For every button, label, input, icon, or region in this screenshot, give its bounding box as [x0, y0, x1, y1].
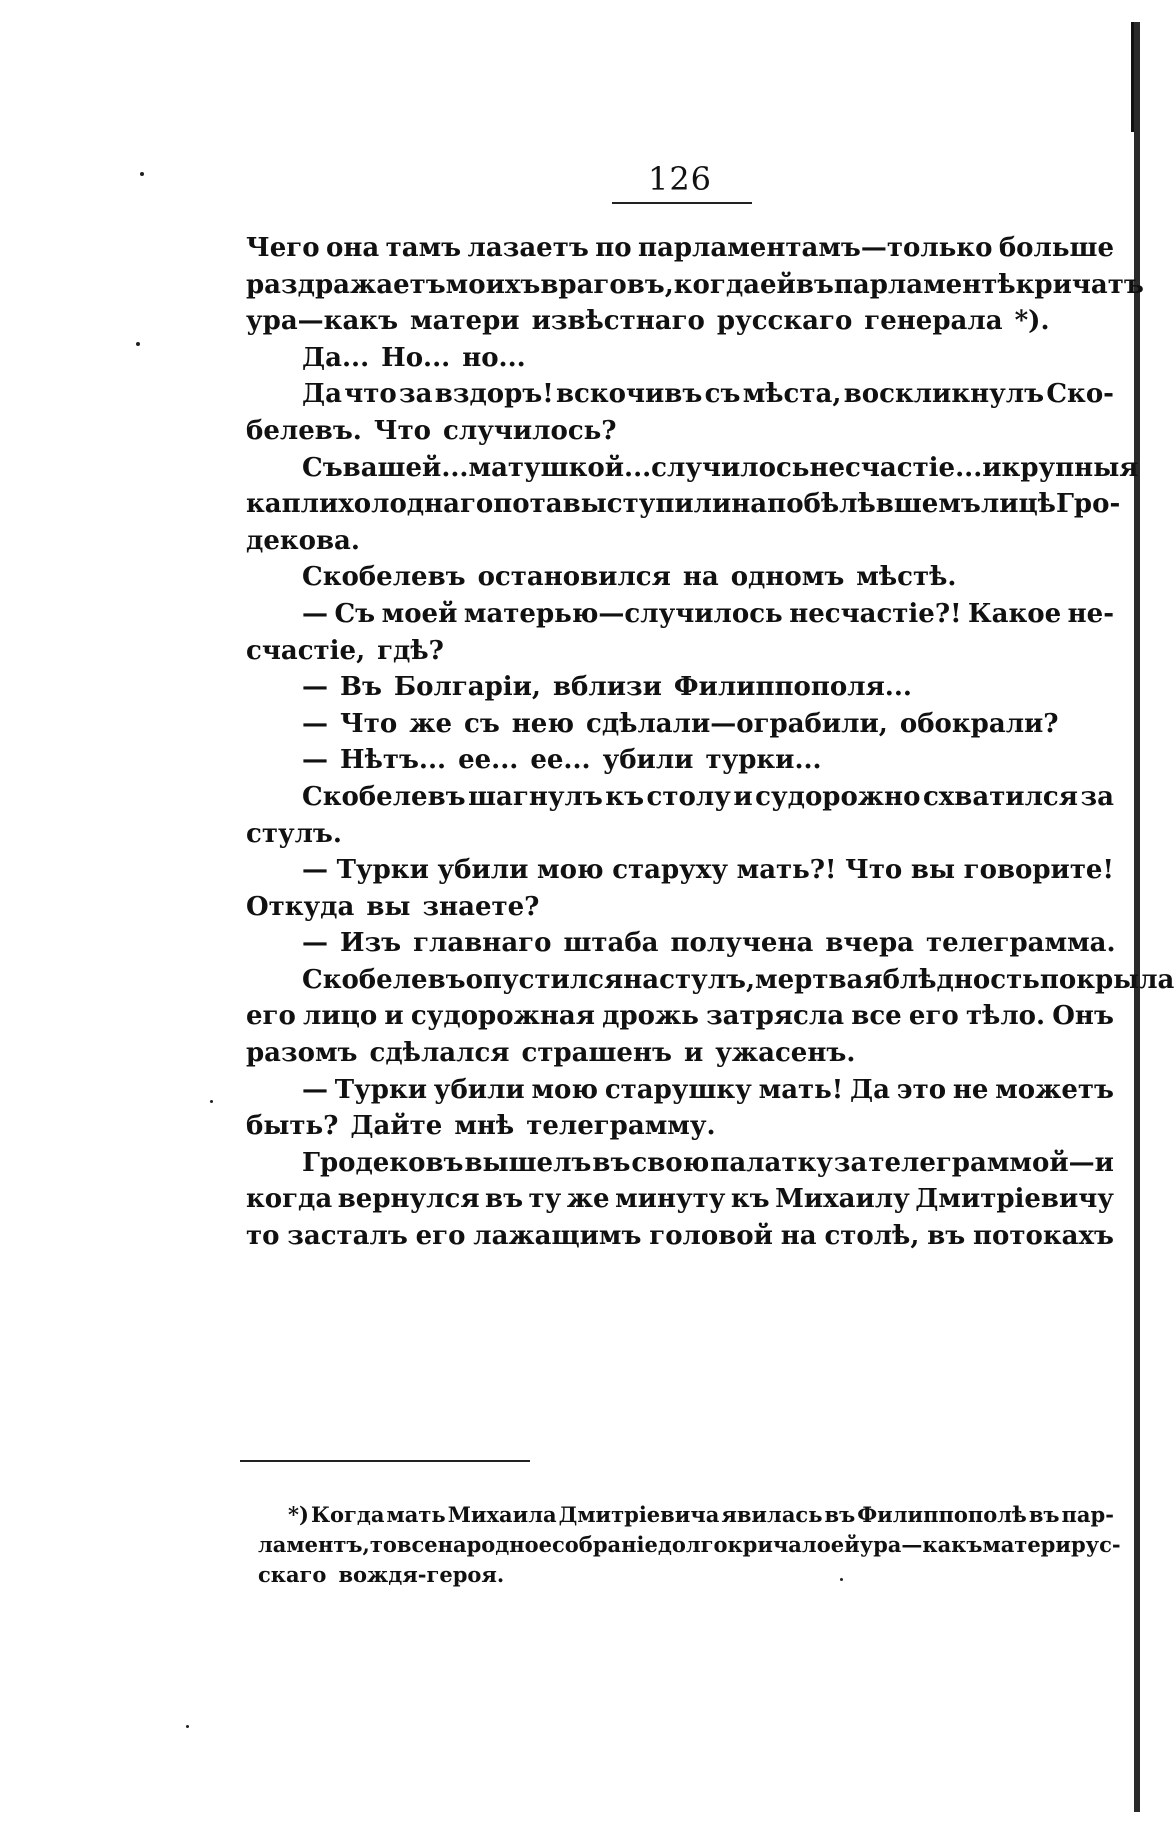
word: мать?! — [736, 855, 837, 886]
word: штаба — [563, 928, 659, 959]
text-line — [246, 889, 1114, 926]
text-line — [246, 779, 1114, 816]
word: старуху — [612, 855, 728, 886]
word: — — [302, 672, 328, 703]
word: вскочивъ — [555, 379, 703, 410]
word: Турки — [336, 855, 429, 886]
body-text — [246, 230, 1174, 1255]
word: выступили — [562, 489, 732, 520]
word: Изъ — [340, 928, 402, 959]
word: ламентъ, — [258, 1532, 370, 1557]
word: вы — [910, 855, 956, 886]
word: быть? — [246, 1111, 339, 1142]
word: свою — [631, 1147, 710, 1178]
word: но... — [462, 342, 526, 373]
word: стулъ, — [659, 964, 756, 995]
footnote-line — [258, 1530, 1121, 1560]
word: случилось — [651, 452, 810, 483]
text-line — [246, 706, 1114, 743]
word: ура—какъ — [859, 1532, 983, 1557]
word: на — [623, 964, 660, 995]
word: мѣстѣ. — [856, 562, 957, 593]
word: Ско- — [1046, 379, 1114, 410]
word: Откуда — [246, 891, 355, 922]
word: все — [851, 1001, 902, 1032]
word: Скобелевъ — [302, 964, 466, 995]
word: убили — [437, 855, 529, 886]
word: случилось? — [443, 415, 617, 446]
word: когда — [246, 1184, 333, 1215]
text-line — [246, 413, 1114, 450]
word: Гро- — [1055, 489, 1121, 520]
word: мать — [386, 1502, 446, 1527]
word: Михаилу — [775, 1184, 910, 1215]
word: его — [415, 1221, 466, 1252]
word: это — [896, 1074, 947, 1105]
word: мою — [537, 855, 604, 886]
text-line — [246, 1035, 1114, 1072]
word: дрожь — [602, 1001, 699, 1032]
scan-speck — [140, 172, 144, 176]
word: убили — [433, 1074, 525, 1105]
word: народное — [437, 1532, 553, 1557]
word: враговъ, — [540, 269, 674, 300]
word: засталъ — [287, 1221, 408, 1252]
word: же — [409, 708, 452, 739]
text-line — [246, 998, 1114, 1035]
page-number: 126 — [647, 160, 713, 198]
word: несчастіе?! — [789, 598, 962, 629]
word: воскликнулъ — [843, 379, 1045, 410]
word: лажащимъ — [473, 1221, 642, 1252]
word: къ — [730, 1184, 770, 1215]
text-line — [246, 633, 1114, 670]
word: декова. — [246, 525, 360, 556]
word: не — [952, 1074, 989, 1105]
word: за — [833, 1147, 868, 1178]
text-line — [246, 1072, 1114, 1109]
word: что — [344, 379, 397, 410]
word: больше — [998, 233, 1114, 263]
word: — — [302, 928, 328, 959]
word: судорожная — [410, 1001, 595, 1032]
word: Турки — [334, 1074, 428, 1105]
word: парламентамъ—только — [637, 233, 993, 263]
word: ее... — [458, 745, 519, 776]
word: крупныя — [1001, 452, 1139, 483]
word: столѣ, — [824, 1221, 920, 1252]
word: телеграмму. — [526, 1111, 716, 1142]
word: за — [399, 379, 433, 410]
text-line — [246, 1108, 1114, 1145]
word: головой — [649, 1221, 773, 1252]
word: гдѣ? — [377, 635, 444, 666]
word: въ — [592, 1147, 631, 1178]
word: Гродековъ — [302, 1147, 464, 1178]
word: Чего — [246, 233, 320, 263]
word: ту — [528, 1184, 562, 1215]
word: скаго — [258, 1562, 327, 1587]
word: его — [908, 1001, 959, 1032]
word: — — [302, 598, 328, 629]
word: на — [731, 489, 768, 520]
word: Да — [302, 379, 342, 410]
word: одномъ — [730, 562, 845, 593]
footnote-line — [258, 1560, 1114, 1590]
word: разомъ — [246, 1038, 358, 1069]
word: Но... — [381, 342, 451, 373]
word: остановился — [477, 562, 671, 593]
word: все — [396, 1532, 438, 1557]
text-line — [246, 1181, 1114, 1218]
word: нею — [511, 708, 575, 739]
word: стулъ. — [246, 818, 342, 849]
word: вблизи — [552, 672, 662, 703]
word: побѣлѣвшемъ — [767, 489, 981, 520]
word: Что — [845, 855, 903, 886]
text-line — [246, 486, 1121, 523]
word: знаете? — [422, 891, 540, 922]
word: страшенъ — [521, 1038, 672, 1069]
word: убили — [602, 745, 694, 776]
word: Филиппополѣ — [857, 1502, 1027, 1527]
word: опустился — [465, 964, 624, 995]
word: ее... — [530, 745, 591, 776]
word: потокахъ — [973, 1221, 1114, 1252]
word: матери — [410, 306, 520, 337]
word: получена — [670, 928, 814, 959]
word: Что — [340, 708, 398, 739]
word: мѣста, — [742, 379, 842, 410]
word: русскаго — [716, 306, 853, 337]
text-line — [246, 303, 1114, 340]
footnote — [258, 1500, 1121, 1590]
text-line — [246, 816, 1114, 853]
word: тѣло. — [965, 1001, 1046, 1032]
word: говорите! — [963, 855, 1114, 886]
word: Скобелевъ — [302, 781, 466, 812]
word: и — [683, 1038, 704, 1069]
word: матерью—случилось — [463, 598, 783, 629]
word: раздражаетъ — [246, 269, 446, 300]
word: на — [780, 1221, 817, 1252]
word: моей — [381, 598, 458, 629]
word: белевъ. — [246, 415, 362, 446]
word: несчастіе... — [809, 452, 983, 483]
word: вождя-героя. — [338, 1562, 505, 1587]
word: она — [325, 233, 380, 263]
word: Съ — [334, 598, 376, 629]
word: Дмитріевичу — [915, 1184, 1114, 1215]
word: ей — [830, 1532, 860, 1557]
word: судорожно — [755, 781, 921, 812]
word: на — [682, 562, 719, 593]
word: Дмитріевича — [558, 1502, 720, 1527]
word: мою — [531, 1074, 599, 1105]
text-line — [246, 669, 1114, 706]
word: — — [302, 708, 328, 739]
word: Въ — [340, 672, 382, 703]
word: турки... — [705, 745, 822, 776]
text-line — [246, 742, 1114, 779]
word: въ — [824, 1502, 856, 1527]
word: въ — [485, 1184, 524, 1215]
page-number-underline — [612, 202, 752, 204]
word: сдѣлали—ограбили, — [586, 708, 888, 739]
word: вашей... — [342, 452, 469, 483]
word: съ — [464, 708, 500, 739]
footnote-separator — [240, 1460, 530, 1462]
word: пар- — [1061, 1502, 1114, 1527]
word: *). — [1014, 306, 1050, 337]
word: обокрали? — [899, 708, 1059, 739]
word: минуту — [615, 1184, 726, 1215]
word: Скобелевъ — [302, 562, 466, 593]
text-line — [246, 376, 1114, 413]
word: старушку — [604, 1074, 752, 1105]
word: тамъ — [385, 233, 462, 263]
text-line — [246, 450, 1139, 487]
word: за — [1080, 781, 1114, 812]
word: его — [246, 1001, 296, 1032]
word: *) — [288, 1502, 309, 1527]
word: и — [384, 1001, 404, 1032]
text-line — [246, 1145, 1114, 1182]
word: же — [566, 1184, 610, 1215]
word: блѣдность — [882, 964, 1040, 995]
word: ура—какъ — [246, 306, 399, 337]
word: ужасенъ. — [715, 1038, 856, 1069]
word: — — [302, 1074, 328, 1105]
text-line — [246, 962, 1174, 999]
word: вышелъ — [464, 1147, 592, 1178]
word: не- — [1067, 598, 1114, 629]
text-line — [246, 596, 1114, 633]
word: матери — [982, 1532, 1071, 1557]
word: капли — [246, 489, 339, 520]
word: и — [733, 781, 753, 812]
word: моихъ — [445, 269, 541, 300]
word: можетъ — [995, 1074, 1114, 1105]
word: ей — [760, 269, 796, 300]
word: пота — [493, 489, 563, 520]
word: Дайте — [350, 1111, 443, 1142]
word: въ — [795, 269, 834, 300]
word: вы — [366, 891, 411, 922]
word: Да... — [302, 342, 370, 373]
word: въ — [1028, 1502, 1060, 1527]
word: матушкой... — [468, 452, 652, 483]
word: телеграммой—и — [868, 1147, 1114, 1178]
text-line — [246, 340, 1114, 377]
word: холоднаго — [338, 489, 494, 520]
word: лицѣ — [980, 489, 1056, 520]
word: извѣстнаго — [531, 306, 705, 337]
word: затрясла — [706, 1001, 845, 1032]
word: мнѣ — [454, 1111, 515, 1142]
word: вчера — [825, 928, 914, 959]
word: Онъ — [1052, 1001, 1114, 1032]
word: вернулся — [337, 1184, 480, 1215]
word: главнаго — [413, 928, 552, 959]
word: Да — [850, 1074, 890, 1105]
word: лицо — [303, 1001, 378, 1032]
word: шагнулъ — [468, 781, 603, 812]
word: собраніе — [552, 1532, 658, 1557]
word: покрыла — [1039, 964, 1174, 995]
word: мать! — [758, 1074, 844, 1105]
word: долго — [657, 1532, 728, 1557]
scan-speck — [186, 1725, 189, 1728]
word: сдѣлался — [369, 1038, 510, 1069]
word: Что — [373, 415, 432, 446]
text-line — [246, 230, 1114, 267]
word: когда — [673, 269, 760, 300]
word: Нѣтъ... — [340, 745, 447, 776]
word: — — [302, 855, 328, 886]
word: генерала — [864, 306, 1003, 337]
text-line — [246, 267, 1144, 304]
word: Какое — [967, 598, 1062, 629]
word: столу — [646, 781, 731, 812]
word: — — [302, 745, 328, 776]
word: схватился — [922, 781, 1078, 812]
word: лазаетъ — [467, 233, 589, 263]
word: Болгаріи, — [393, 672, 541, 703]
text-line — [246, 1218, 1114, 1255]
word: къ — [605, 781, 645, 812]
word: въ — [927, 1221, 966, 1252]
scan-speck — [136, 342, 140, 346]
footnote-line — [258, 1500, 1114, 1530]
word: мертвая — [755, 964, 883, 995]
word: кричатъ — [1015, 269, 1144, 300]
text-line — [246, 852, 1114, 889]
word: Съ — [302, 452, 343, 483]
word: палатку — [710, 1147, 833, 1178]
word: то — [369, 1532, 397, 1557]
word: и — [982, 452, 1002, 483]
word: явилась — [721, 1502, 823, 1527]
word: вздоръ! — [434, 379, 554, 410]
word: кричало — [727, 1532, 831, 1557]
word: парламентѣ — [833, 269, 1016, 300]
word: Когда — [310, 1502, 385, 1527]
word: телеграмма. — [926, 928, 1116, 959]
word: съ — [704, 379, 741, 410]
word: Михаила — [447, 1502, 557, 1527]
word: то — [246, 1221, 280, 1252]
text-line — [246, 559, 1114, 596]
scan-speck — [210, 1100, 213, 1103]
word: рус- — [1070, 1532, 1121, 1557]
word: счастіе, — [246, 635, 366, 666]
word: Филиппополя... — [673, 672, 912, 703]
text-line — [246, 925, 1114, 962]
text-line — [246, 523, 1114, 560]
word: по — [595, 233, 632, 263]
